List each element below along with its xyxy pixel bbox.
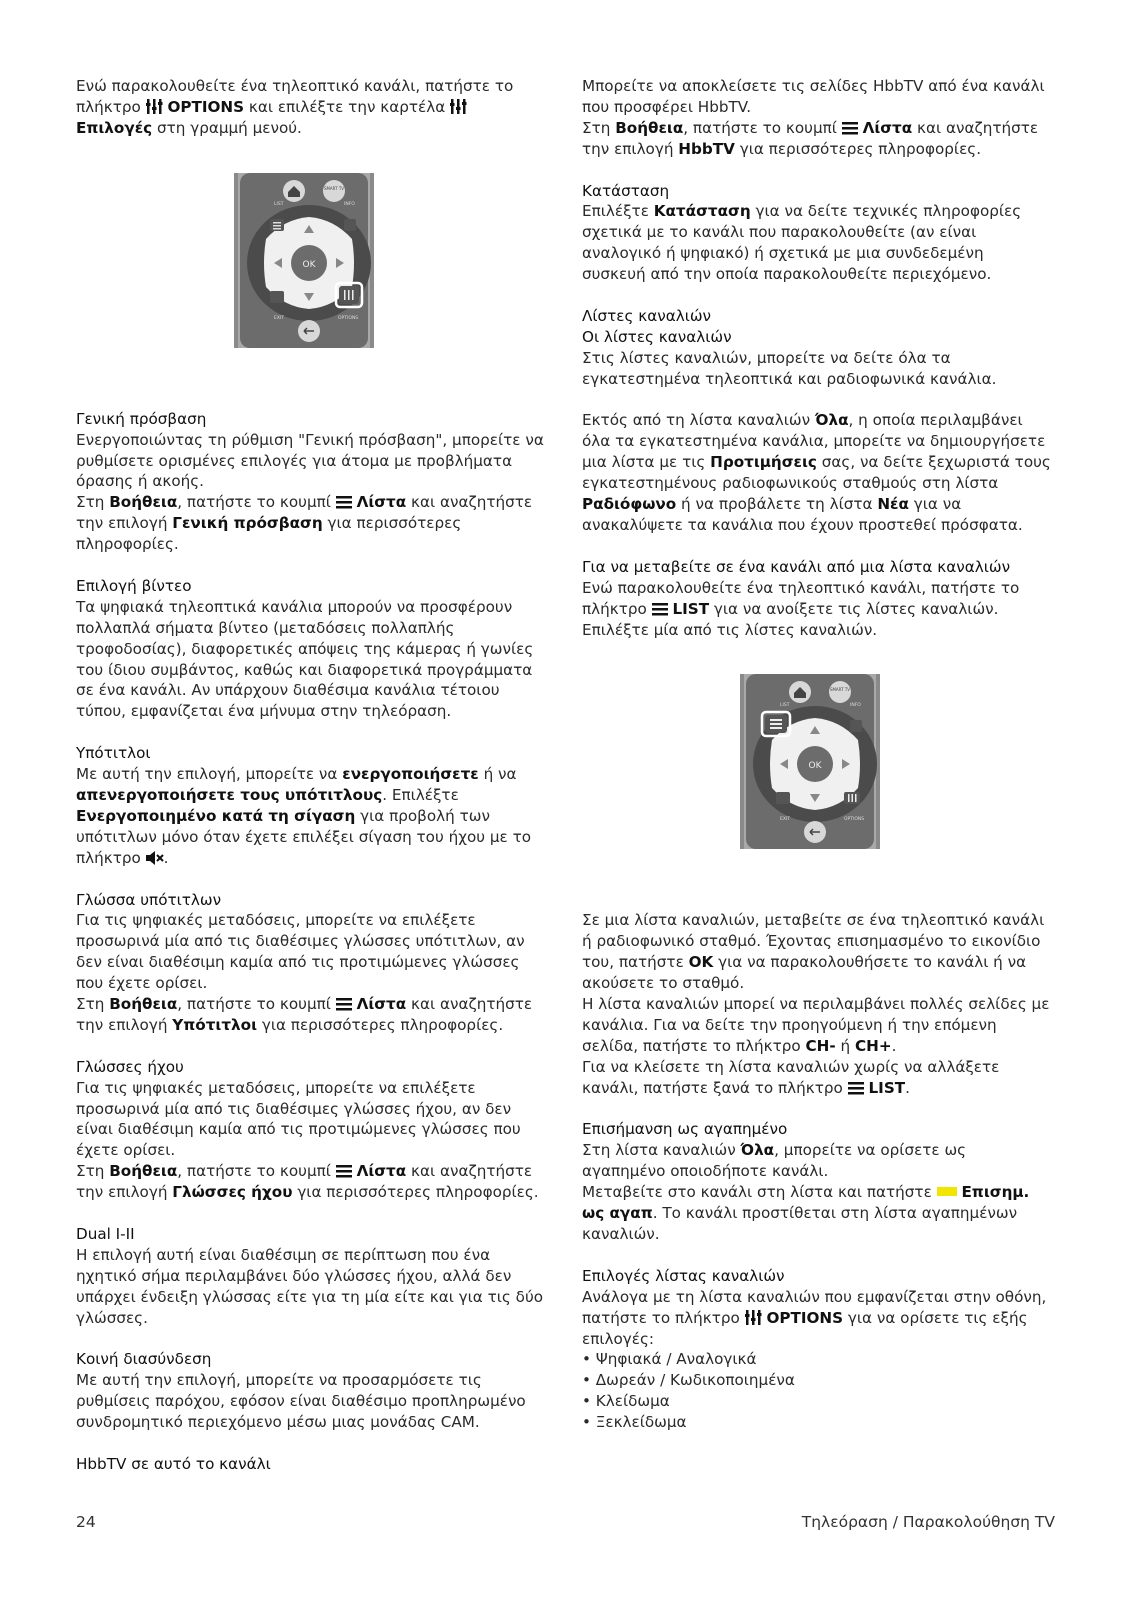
smart-tv-label: SMART TV [829, 687, 851, 693]
left-column [76, 76, 546, 1475]
options-icon [745, 1310, 762, 1325]
favourite-howto: Μεταβείτε στο κανάλι στη λίστα και πατήστε Επισημ. ως αγαπ. Το κανάλι προστίθεται στη λίστα αγαπημένων καναλιών. [582, 1183, 1030, 1243]
dual-heading: Dual I-II [76, 1224, 135, 1243]
subtitles-text: Με αυτή την επιλογή, μπορείτε να ενεργοποιήσετε ή να απενεργοποιήσετε τους υπότιτλους. Επιλέξτε Ενεργοποιημένο κατά τη σίγαση για προβολή των υπότιτλων μόνο όταν έχετε επιλέξει σίγαση του ήχου με το πλήκτρο . [76, 765, 532, 867]
list-icon [842, 122, 858, 135]
all-list-text: Εκτός από τη λίστα καναλιών Όλα, η οποία περιλαμβάνει όλα τα εγκατεστημένα κανάλια, μπορείτε να δημιουργήσετε μια λίστα με τις Προτιμήσεις σας, να δείτε ξεχωριστά τους εγκατεστημένους ραδιοφωνικούς σταθμούς στη λίστα Ραδιόφωνο ή να προβάλετε τη λίστα Νέα για να ανακαλύψετε τα κανάλια που έχουν προστεθεί πρόσφατα. [582, 411, 1051, 534]
hbbtv-help: Στη Βοήθεια, πατήστε το κουμπί Λίστα και αναζητήστε την επιλογή HbbTV για περισσότερες πληροφορίες. [582, 118, 1039, 158]
hbbtv-text: Μπορείτε να αποκλείσετε τις σελίδες HbbTV από ένα κανάλι που προσφέρει HbbTV. [582, 77, 1045, 116]
list-icon [336, 496, 352, 509]
pages-text: Η λίστα καναλιών μπορεί να περιλαμβάνει πολλές σελίδες με κανάλια. Για να δείτε την προηγούμενη ή την επόμενη σελίδα, πατήστε το πλήκτρο CH- ή CH+. [582, 995, 1050, 1055]
list-item: • Ξεκλείδωμα [582, 1413, 687, 1432]
subtitle-language-help: Στη Βοήθεια, πατήστε το κουμπί Λίστα και αναζητήστε την επιλογή Υπότιτλοι για περισσότερες πληροφορίες. [76, 995, 533, 1034]
favourite-heading: Επισήμανση ως αγαπημένο [582, 1120, 788, 1139]
close-list-text: Για να κλείσετε τη λίστα καναλιών χωρίς να αλλάξετε κανάλι, πατήστε ξανά το πλήκτρο LIST. [582, 1057, 1000, 1097]
remote-control-illustration [234, 173, 374, 348]
list-options-text: Ανάλογα με τη λίστα καναλιών που εμφανίζεται στην οθόνη, πατήστε το πλήκτρο OPTIONS για να ορίσετε τις εξής επιλογές: [582, 1287, 1047, 1348]
info-label: INFO [850, 703, 861, 709]
common-interface-text: Με αυτή την επιλογή, μπορείτε να προσαρμόσετε τις ρυθμίσεις παρόχου, εφόσον είναι διαθέσιμο προπληρωμένο συνδρομητικό περιεχόμενο μέσω μιας μονάδας CAM. [76, 1371, 526, 1432]
list-label: LIST [274, 201, 284, 207]
exit-label: EXIT [274, 315, 285, 321]
audio-language-heading: Γλώσσες ήχου [76, 1057, 184, 1076]
footer-section: Τηλεόραση / Παρακολούθηση TV [801, 1513, 1055, 1531]
intro-paragraph: Ενώ παρακολουθείτε ένα τηλεοπτικό κανάλι, πατήστε το πλήκτρο OPTIONS και επιλέξτε την καρτέλα Επιλογές στη γραμμή μενού. [76, 77, 514, 137]
access-text: Ενεργοποιώντας τη ρύθμιση "Γενική πρόσβαση", μπορείτε να ρυθμίσετε ορισμένες επιλογές για άτομα με προβλήματα όρασης ή ακοής. [76, 430, 544, 491]
status-text: Επιλέξτε Κατάσταση για να δείτε τεχνικές πληροφορίες σχετικά με το κανάλι που παρακολουθείτε (αν είναι αναλογικό ή ψηφιακό) ή σχετικά με μια συνδεδεμένη συσκευή από την οποία παρακολουθείτε περιεχόμενο. [582, 202, 1022, 284]
list-icon [652, 603, 668, 616]
mute-icon [146, 851, 164, 865]
options-icon [146, 99, 163, 114]
audio-language-text: Για τις ψηφιακές μεταδόσεις, μπορείτε να επιλέξετε προσωρινά μία από τις διαθέσιμες γλώσσες ήχου, αν δεν είναι διαθέσιμη καμία από τις προτιμώμενες γλώσσες που έχετε ορίσει. [76, 1078, 521, 1160]
remote-image-options [76, 159, 546, 409]
subtitles-heading: Υπότιτλοι [76, 744, 151, 763]
list-icon [336, 998, 352, 1011]
video-heading: Επιλογή βίντεο [76, 576, 192, 595]
options-icon [450, 99, 467, 114]
switch-channel-text: Ενώ παρακολουθείτε ένα τηλεοπτικό κανάλι, πατήστε το πλήκτρο LIST για να ανοίξετε τις λίστες καναλιών. Επιλέξτε μία από τις λίστες καναλιών. [582, 578, 1020, 639]
list-item: • Κλείδωμα [582, 1392, 670, 1411]
list-label: LIST [780, 703, 790, 709]
ok-label: OK [302, 259, 316, 270]
access-heading: Γενική πρόσβαση [76, 409, 207, 428]
yellow-key-icon [937, 1187, 957, 1196]
channel-lists-text: Στις λίστες καναλιών, μπορείτε να δείτε όλα τα εγκατεστημένα τηλεοπτικά και ραδιοφωνικά κανάλια. [582, 348, 997, 388]
common-interface-heading: Κοινή διασύνδεση [76, 1350, 212, 1369]
options-label: OPTIONS [844, 817, 865, 823]
options-label: OPTIONS [338, 315, 359, 321]
subtitle-language-heading: Γλώσσα υπότιτλων [76, 890, 222, 909]
ok-label: OK [808, 761, 822, 772]
select-channel-text: Σε μια λίστα καναλιών, μεταβείτε σε ένα τηλεοπτικό κανάλι ή ραδιοφωνικό σταθμό. Έχοντας επισημασμένο το εικονίδιο του, πατήστε OK για να παρακολουθήσετε το κανάλι ή να ακούσετε το σταθμό. [582, 911, 1045, 993]
channel-lists-heading: Λίστες καναλιών [582, 306, 712, 325]
list-item: • Ψηφιακά / Αναλογικά [582, 1350, 757, 1369]
right-column [582, 76, 1052, 1433]
dual-text: Η επιλογή αυτή είναι διαθέσιμη σε περίπτωση που ένα ηχητικό σήμα περιλαμβάνει δύο γλώσσες ήχου, αλλά δεν υπάρχει ένδειξη γλώσσας είτε για τη μία είτε και για τις δύο γλώσσες. [76, 1245, 544, 1327]
list-icon [336, 1165, 352, 1178]
page-number: 24 [76, 1513, 96, 1531]
list-options-heading: Επιλογές λίστας καναλιών [582, 1266, 785, 1285]
list-icon [848, 1082, 864, 1095]
remote-image-list [582, 660, 1052, 910]
channel-lists-subheading: Οι λίστες καναλιών [582, 327, 732, 346]
audio-language-help: Στη Βοήθεια, πατήστε το κουμπί Λίστα και αναζητήστε την επιλογή Γλώσσες ήχου για περισσότερες πληροφορίες. [76, 1162, 539, 1202]
switch-channel-heading: Για να μεταβείτε σε ένα κανάλι από μια λίστα καναλιών [582, 557, 1011, 576]
list-item: • Δωρεάν / Κωδικοποιημένα [582, 1371, 795, 1390]
video-text: Τα ψηφιακά τηλεοπτικά κανάλια μπορούν να προσφέρουν πολλαπλά σήματα βίντεο (μεταδόσεις πολλαπλής τροφοδοσίας), διαφορετικές απόψεις της κάμερας ή γωνίες του ίδιου συμβάντος, καθώς και διαφορετικά προγράμματα σε ένα κανάλι. Αν υπάρχουν διαθέσιμα κανάλια τέτοιου τύπου, εμφανίζεται ένα μήνυμα στην τηλεόραση. [76, 597, 534, 721]
exit-label: EXIT [780, 817, 791, 823]
hbbtv-heading: HbbTV σε αυτό το κανάλι [76, 1454, 271, 1473]
status-heading: Κατάσταση [582, 181, 670, 200]
access-help: Στη Βοήθεια, πατήστε το κουμπί Λίστα και αναζητήστε την επιλογή Γενική πρόσβαση για περισσότερες πληροφορίες. [76, 493, 533, 554]
favourite-text: Στη λίστα καναλιών Όλα, μπορείτε να ορίσετε ως αγαπημένο οποιοδήποτε κανάλι. [582, 1141, 967, 1181]
smart-tv-label: SMART TV [323, 185, 345, 191]
subtitle-language-text: Για τις ψηφιακές μεταδόσεις, μπορείτε να επιλέξετε προσωρινά μία από τις διαθέσιμες γλώσσες υπότιτλων, αν δεν είναι διαθέσιμη καμία από τις προτιμώμενες γλώσσες που έχετε ορίσει. [76, 911, 525, 993]
info-label: INFO [344, 201, 355, 207]
remote-control-illustration [740, 674, 880, 849]
